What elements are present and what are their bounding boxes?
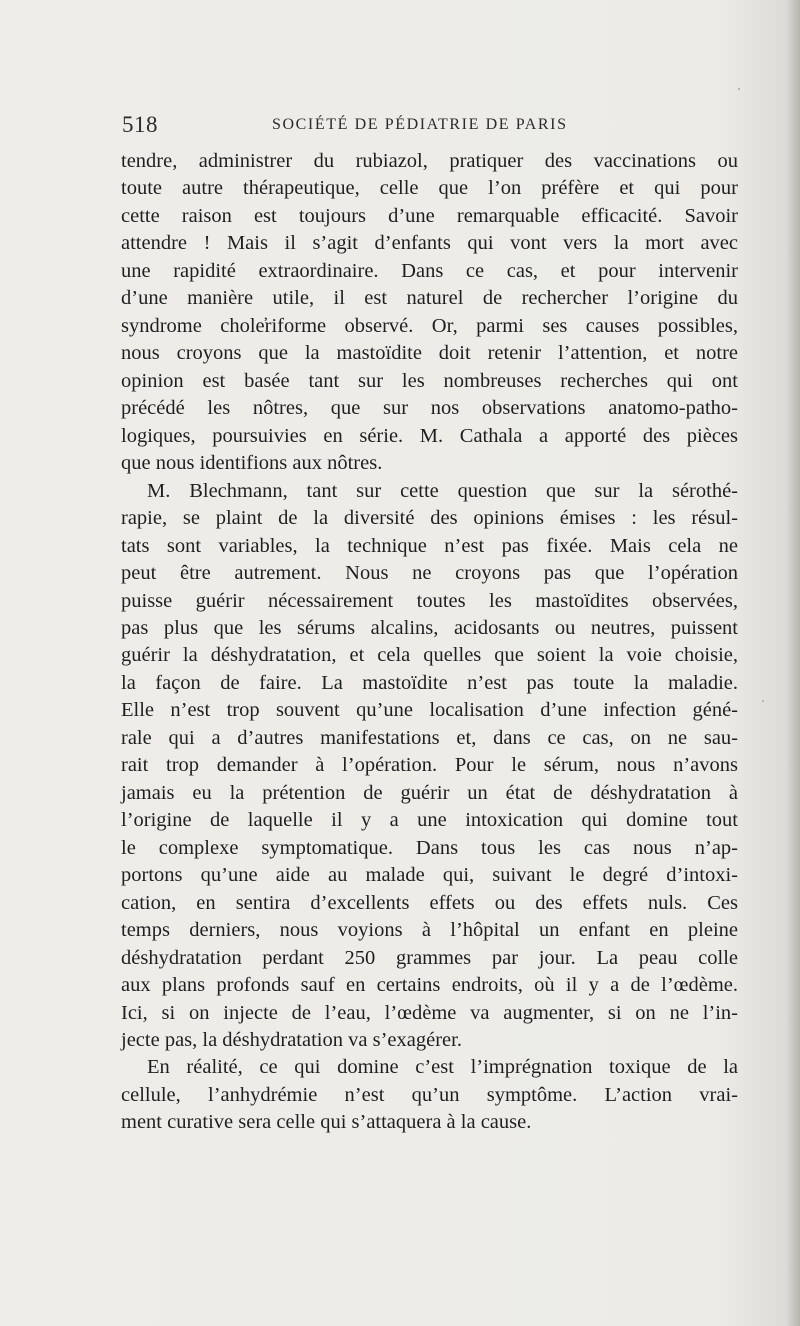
text-line: syndrome chole̕riforme observé. Or, parmi ses causes possibles,	[121, 314, 738, 337]
text-line: guérir la déshydratation, et cela quelles que soient la voie choisie,	[121, 644, 738, 667]
text-line: toute autre thérapeutique, celle que l’on préfère et qui pour	[121, 177, 738, 200]
page-edge-shadow	[786, 0, 800, 1326]
text-line: rale qui a d’autres manifestations et, dans ce cas, on ne sau-	[121, 726, 738, 749]
text-line: la façon de faire. La mastoïdite n’est pas toute la maladie.	[121, 671, 738, 694]
text-line: rapie, se plaint de la diversité des opinions émises : les résul-	[121, 507, 738, 530]
text-line: cation, en sentira d’excellents effets ou des effets nuls. Ces	[121, 891, 738, 914]
text-line: le complexe symptomatique. Dans tous les cas nous n’ap-	[121, 836, 738, 859]
paragraph	[121, 478, 738, 1055]
running-head: SOCIÉTÉ DE PÉDIATRIE DE PARIS	[272, 116, 568, 133]
text-line: l’origine de laquelle il y a une intoxication qui domine tout	[121, 809, 738, 832]
text-line: pas plus que les sérums alcalins, acidosants ou neutres, puissent	[121, 616, 738, 639]
paragraph	[121, 1054, 738, 1136]
text-line: cellule, l’anhydrémie n’est qu’un symptôme. L’action vrai-	[121, 1083, 738, 1106]
text-line: opinion est basée tant sur les nombreuses recherches qui ont	[121, 369, 738, 392]
text-line: Ici, si on injecte de l’eau, l’œdème va augmenter, si on ne l’in-	[121, 1001, 738, 1024]
text-line: nous croyons que la mastoïdite doit retenir l’attention, et notre	[121, 342, 738, 365]
text-line: cette raison est toujours d’une remarquable efficacité. Savoir	[121, 204, 738, 227]
text-line: Elle n’est trop souvent qu’une localisation d’une infection géné-	[121, 699, 738, 722]
speck	[738, 88, 740, 90]
page-header	[122, 112, 752, 146]
page-number: 518	[122, 112, 158, 137]
text-line: portons qu’une aide au malade qui, suivant le degré d’intoxi-	[121, 864, 738, 887]
text-line: peut être autrement. Nous ne croyons pas que l’opération	[121, 562, 738, 585]
text-line: jamais eu la prétention de guérir un état de déshydratation à	[121, 781, 738, 804]
text-line: M. Blechmann, tant sur cette question que sur la sérothé-	[147, 479, 738, 502]
text-line: temps derniers, nous voyions à l’hôpital un enfant en pleine	[121, 919, 738, 942]
text-line: puisse guérir nécessairement toutes les mastoïdites observées,	[121, 589, 738, 612]
speck	[762, 700, 764, 702]
text-line: jecte pas, la déshydratation va s’exagérer.	[121, 1029, 462, 1051]
body-text	[121, 148, 738, 1137]
text-line: aux plans profonds sauf en certains endroits, où il y a de l’œdème.	[121, 974, 738, 997]
text-line: attendre ! Mais il s’agit d’enfants qui vont vers la mort avec	[121, 232, 738, 255]
text-line: ment curative sera celle qui s’attaquera à la cause.	[121, 1111, 532, 1134]
text-line: tats sont variables, la technique n’est pas fixée. Mais cela ne	[121, 534, 738, 557]
text-line: logiques, poursuivies en série. M. Cathala a apporté des pièces	[121, 424, 738, 447]
text-line: tendre, administrer du rubiazol, pratiquer des vaccinations ou	[121, 150, 738, 172]
text-line: précédé les nôtres, que sur nos observations anatomo-patho-	[121, 397, 738, 420]
text-line: déshydratation perdant 250 grammes par jour. La peau colle	[121, 946, 738, 969]
text-line: que nous identifions aux nôtres.	[121, 452, 383, 475]
text-line: une rapidité extraordinaire. Dans ce cas, et pour intervenir	[121, 259, 738, 282]
text-line: En réalité, ce qui domine c’est l’imprégnation toxique de la	[147, 1056, 738, 1079]
text-line: d’une manière utile, il est naturel de rechercher l’origine du	[121, 287, 738, 310]
text-line: rait trop demander à l’opération. Pour le sérum, nous n’avons	[121, 754, 738, 777]
paragraph	[121, 148, 738, 478]
